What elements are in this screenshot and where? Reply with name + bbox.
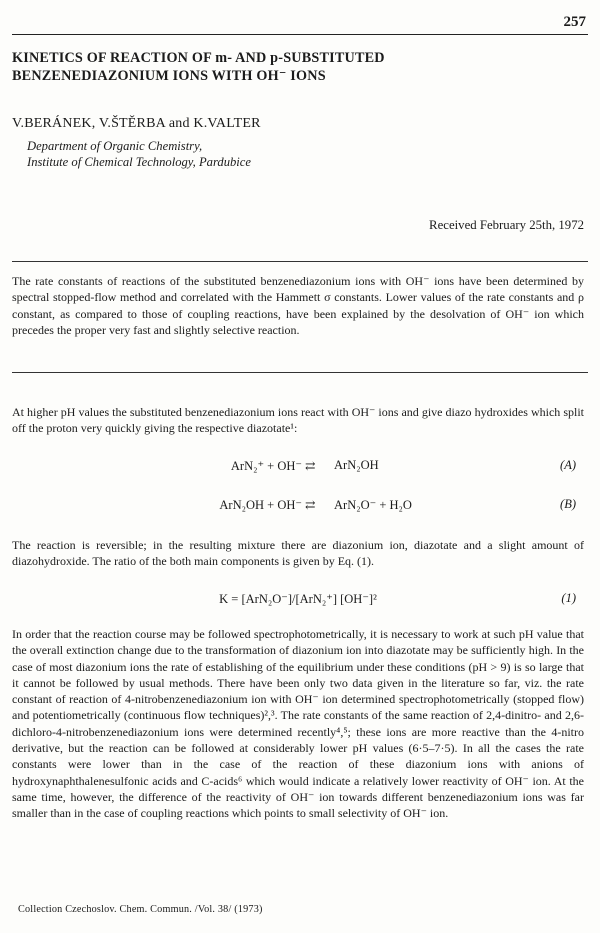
paragraph-reversible: The reaction is reversible; in the resulting mixture there are diazonium ion, diazotate and a slight amount of diazohydroxide. The ratio of the both main components is given by Eq. (1). <box>12 538 584 569</box>
equation-1 <box>12 591 584 609</box>
equation-a-arrow: ⇄ <box>305 459 316 473</box>
title-line-2: BENZENEDIAZONIUM IONS WITH OH⁻ IONS <box>12 68 326 84</box>
equation-a-rhs: ArN₂OH <box>334 458 379 472</box>
authors: V.BERÁNEK, V.ŠTĚRBA and K.VALTER <box>12 116 261 131</box>
title-line-1: KINETICS OF REACTION OF m- AND p-SUBSTITUTED <box>12 50 385 66</box>
equation-a <box>12 458 584 476</box>
equation-1-text: K = [ArN₂O⁻]/[ArN₂⁺] [OH⁻]² <box>219 592 377 606</box>
equation-b-label: (B) <box>560 497 576 511</box>
abstract <box>12 273 584 339</box>
equation-a-label: (A) <box>560 458 576 472</box>
paragraph-main: In order that the reaction course may be followed spectrophotometrically, it is necessary to work at such pH value that the overall extinction change due to the transformation of diazonium ion into diazotate may be sufficiently high. In the case of most diazonium ions the rate of establishing of the equilibrium under these conditions (pH > 9) is so large that it cannot be followed by usual methods. There have been only two data given in the literature so far, viz. the rate constant of reaction of 4-nitrobenzenediazonium ion with OH⁻ ion determined spectrophotometrically (stopped flow) and potentiometrically (continuous flow techniques)²,³. The rate constants of the same reaction of 2,4-dinitro- and 2,6-dichloro-4-nitrobenzenediazonium ions were determined recently⁴,⁵; these ions are more reactive than the 4-nitro derivative, but the reaction can be followed at considerably lower pH values (6·5–7·5). In all the cases the rate constants were lower than in the case of the reaction of these diazonium ions with anions of hydroxynaphthalenesulfonic acids and C-acids⁶ which would indicate a relatively lower reactivity of OH⁻ ion. At the same time, however, the difference of the reactivity of OH⁻ ion towards different benzenediazonium ions was far smaller than in the case of coupling reactions which points to small selectivity of OH⁻ ion. <box>12 627 584 821</box>
equation-1-label: (1) <box>561 591 576 605</box>
top-rule <box>12 34 588 35</box>
equation-a-lhs: ArN₂⁺ + OH⁻ <box>230 459 302 473</box>
article-title <box>12 49 572 85</box>
equation-b-arrow: ⇄ <box>305 498 316 512</box>
abstract-rule-bottom <box>12 372 588 373</box>
abstract-rule-top <box>12 261 588 262</box>
received-date: Received February 25th, 1972 <box>429 218 584 232</box>
equation-b-lhs: ArN₂OH + OH⁻ <box>219 498 302 512</box>
paragraph-intro: At higher pH values the substituted benzenediazonium ions react with OH⁻ ions and give diazo hydroxides which split off the proton very quickly giving the respective diazotate¹: <box>12 405 584 436</box>
page-number: 257 <box>563 14 586 30</box>
equation-b <box>12 497 584 515</box>
journal-footer: Collection Czechoslov. Chem. Commun. /Vol. 38/ (1973) <box>18 904 263 915</box>
equation-b-rhs: ArN₂O⁻ + H₂O <box>334 498 412 512</box>
affiliation-line-2: Institute of Chemical Technology, Pardubice <box>27 155 251 169</box>
abstract-text: The rate constants of reactions of the substituted benzenediazonium ions with OH⁻ ions have been determined by spectral stopped-flow method and correlated with the Hammett σ constants. Lower values of the rate constants and ρ constant, as compared to those of coupling reactions, have been explained by the desolvation of OH⁻ ion which precedes the proper very fast and slightly selective reaction. <box>12 274 584 338</box>
affiliation <box>27 138 251 170</box>
affiliation-line-1: Department of Organic Chemistry, <box>27 139 203 153</box>
